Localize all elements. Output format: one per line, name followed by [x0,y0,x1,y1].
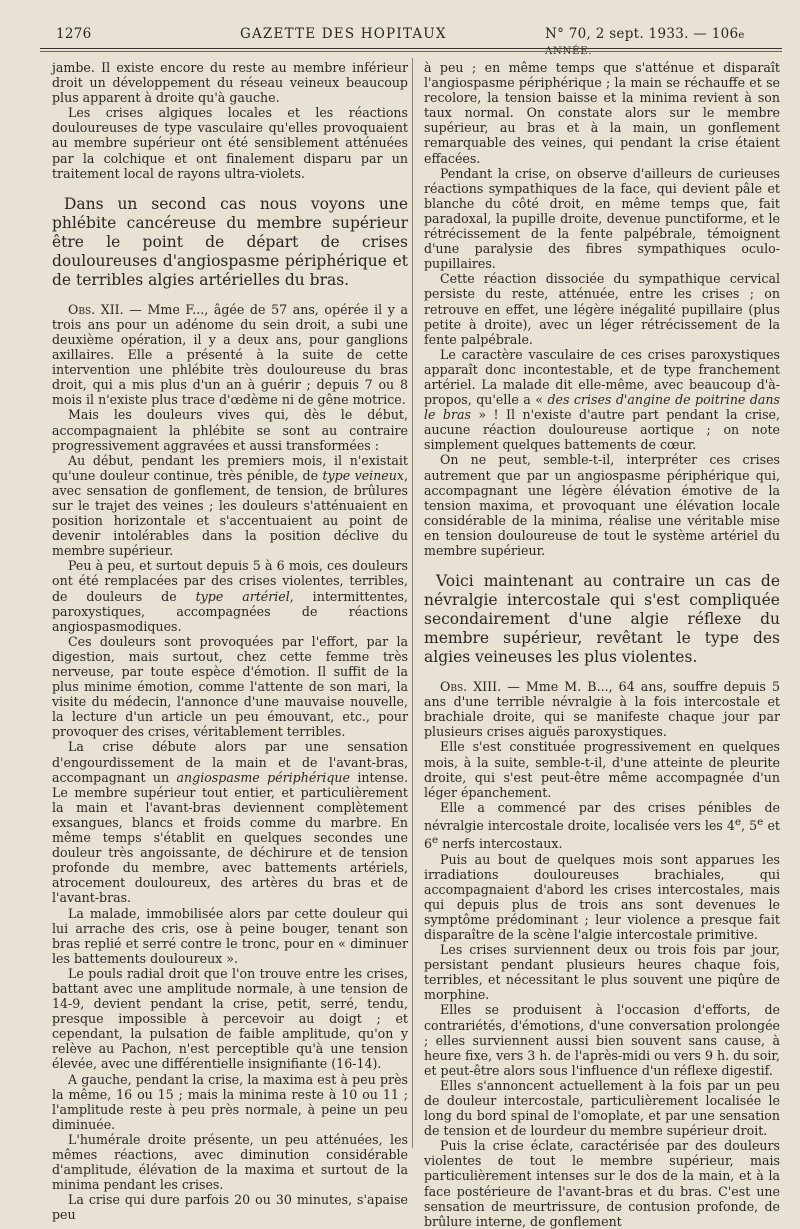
paragraph: Les crises surviennent deux ou trois fois par jour, persistant pendant plusieurs heures chaque fois, terribles, et nécessitant le plus souvent une piqûre de morphine. [424,942,780,1003]
paragraph: jambe. Il existe encore du reste au membre inférieur droit un développement du réseau veineux beaucoup plus apparent à droite qu'à gauche. [52,60,408,106]
paragraph: Le caractère vasculaire de ces crises paroxystiques apparaît donc incontestable, et de type franchement artériel. La malade dit elle-même, avec beaucoup d'à-propos, qu'elle a « des crises d'angine de poitrine dans le bras » ! Il n'existe d'autre part pendant la crise, aucune réaction douloureuse aortique ; on note simplement quelques battements de cœur. [424,346,780,453]
paragraph: Puis au bout de quelques mois sont apparues les irradiations douloureuses brachiales, qui accompagnaient d'abord les crises intercostales, mais qui depuis plus de trois ans sont devenues le symptôme prédominant ; leur violence a presque fait disparaître de la scène l'algie intercostale primitive. [424,851,780,942]
right-column [424,60,780,1229]
paragraph: Peu à peu, et surtout depuis 5 à 6 mois, ces douleurs ont été remplacées par des crises violentes, terribles, de douleurs de type artériel, intermittentes, paroxystiques, accompagnées de réactions angiospasmodiques. [52,558,408,634]
paragraph: La malade, immobilisée alors par cette douleur qui lui arrache des cris, ose à peine bouger, tenant son bras replié et serré contre le tronc, pour en « diminuer les battements douloureux ». [52,905,408,966]
paragraph: La crise débute alors par une sensation d'engourdissement de la main et de l'avant-bras, accompagnant un angiospasme périphérique intense. Le membre supérieur tout entier, et particulièrement la main et l'avant-bras deviennent complètement exsangues, blancs et froids comme du marbre. En même temps s'établit en quelques secondes une douleur très angoissante, de déchirure et de tension profonde du membre, avec battements artériels, atrocement douloureux, des artères du bras et de l'avant-bras. [52,739,409,906]
paragraph: Pendant la crise, on observe d'ailleurs de curieuses réactions sympathiques de la face, qui devient pâle et blanche du côté droit, en même temps que, fait paradoxal, la pupille droite, devenue punctiforme, et le rétrécissement de la fente palpébrale, témoignent d'une paralysie des fibres sympathiques oculo-pupillaires. [424,165,780,272]
page-number: 1276 [56,26,92,42]
issue-info: N° 70, 2 sept. 1933. — 106e [545,26,746,42]
section-heading: Dans un second cas nous voyons une phlébite cancéreuse du membre supérieur être le point de départ de crises douloureuses d'angiospasme périphérique et de terribles algies artérielles du bras. [52,194,408,289]
paragraph: Au début, pendant les premiers mois, il n'existait qu'une douleur continue, très pénible, de type veineux, avec sensation de gonflement, de tension, de brûlures sur le trajet des veines ; les douleurs s'atténuaient en position horizontale et s'accentuaient au point de devenir intolérables dans la position déclive du membre supérieur. [52,452,408,559]
header-rule-secondary [40,51,782,52]
paragraph: Ces douleurs sont provoquées par l'effort, par la digestion, mais surtout, chez cette femme très nerveuse, par toute espèce d'émotion. Il suffit de la plus minime émotion, comme l'attente de son mari, la visite du médecin, l'annonce d'une mauvaise nouvelle, la lecture d'un article un peu émouvant, etc., pour provoquer des crises, véritablement terribles. [52,633,408,740]
paragraph: Elles s'annoncent actuellement à la fois par un peu de douleur intercostale, particulièrement localisée le long du bord spinal de l'omoplate, et par une sensation de tension et de lourdeur du membre supérieur droit. [424,1077,780,1139]
paragraph: à peu ; en même temps que s'atténue et disparaît l'angiospasme périphérique ; la main se réchauffe et se recolore, la tension baisse et la minima revient à son taux normal. On constate alors sur le membre supérieur, au bras et à la main, un gonflement remarquable des veines, qui pendant la crise étaient effacées. [424,60,780,166]
running-header [40,22,788,48]
paragraph: Obs. XIII. — Mme M. B..., 64 ans, souffre depuis 5 ans d'une terrible névralgie à la fois intercostale et brachiale droite, qui se manifeste chaque jour par plusieurs crises aiguës paroxystiques. [424,679,780,740]
paragraph: Puis la crise éclate, caractérisée par des douleurs violentes de tout le membre supérieur, mais particulièrement intenses sur le dos de la main, et à la face postérieure de l'avant-bras et du bras. C'est une sensation de meurtrissure, de contusion profonde, de brûlure interne, de gonflement [424,1138,780,1229]
paragraph: Elle s'est constituée progressivement en quelques mois, à la suite, semble-t-il, d'une atteinte de pleurite droite, qui s'est peut-être même accompagnée d'un léger épanchement. [424,739,780,800]
paragraph: Cette réaction dissociée du sympathique cervical persiste du reste, atténuée, entre les crises ; on retrouve en effet, une légère inégalité pupillaire (plus petite à droite), avec un léger rétrécissement de la fente palpébrale. [424,271,780,347]
section-heading: Voici maintenant au contraire un cas de névralgie intercostale qui s'est compliquée secondairement d'une algie réflexe du membre supérieur, revêtant le type des algies veineuses les plus violentes. [424,572,780,667]
paragraph: Elle a commencé par des crises pénibles de névralgie intercostale droite, localisée vers les 4e, 5e et 6e nerfs intercostaux. [424,799,780,852]
paragraph: Le pouls radial droit que l'on trouve entre les crises, battant avec une amplitude normale, à une tension de 14-9, devient pendant la crise, petit, serré, tendu, presque impossible à percevoir au doigt ; et cependant, la pulsation de faible amplitude, qu'on y relève au Pachon, n'est perceptible qu'à une tension élevée, avec une différentielle insignifiante (16-14). [52,965,408,1072]
paragraph: A gauche, pendant la crise, la maxima est à peu près la même, 16 ou 15 ; mais la minima reste à 10 ou 11 ; l'amplitude reste à peu près normale, à peine un peu diminuée. [52,1071,408,1132]
paragraph: La crise qui dure parfois 20 ou 30 minutes, s'apaise peu [52,1192,408,1223]
header-rule [40,48,782,49]
paragraph: Mais les douleurs vives qui, dès le début, accompagnaient la phlébite se sont au contraire progressivement aggravées et aussi transformées : [52,407,408,453]
journal-title: GAZETTE DES HOPITAUX [240,26,447,42]
paragraph: Obs. XII. — Mme F..., âgée de 57 ans, opérée il y a trois ans pour un adénome du sein droit, a subi une deuxième opération, il y a deux ans, pour ganglions axillaires. Elle a présenté à la suite de cette intervention une phlébite très douloureuse du bras droit, qui a mis plus d'un an à guérir ; depuis 7 ou 8 mois il n'existe plus trace d'œdème ni de gêne motrice. [52,301,408,408]
left-column [52,60,408,1222]
paragraph: On ne peut, semble-t-il, interpréter ces crises autrement que par un angiospasme périphérique qui, accompagnant une légère élévation émotive de la tension maxima, et provoquant une élévation locale considérable de la minima, réalise une véritable mise en tension douloureuse de tout le système artériel du membre supérieur. [424,452,780,558]
paragraph: Les crises algiques locales et les réactions douloureuses de type vasculaire qu'elles provoquaient au membre supérieur ont été sensiblement atténuées par la colchique et ont finalement disparu par un traitement local de rayons ultra-violets. [52,105,408,181]
paragraph: L'humérale droite présente, un peu atténuées, les mêmes réactions, avec diminution considérable d'amplitude, élévation de la maxima et surtout de la minima pendant les crises. [52,1131,408,1193]
column-divider [412,58,413,1148]
paragraph: Elles se produisent à l'occasion d'efforts, de contrariétés, d'émotions, d'une conversation prolongée ; elles surviennent aussi bien souvent sans cause, à heure fixe, vers 3 h. de l'après-midi ou vers 9 h. du soir, et peut-être alors sous l'influence d'un réflexe digestif. [424,1002,780,1078]
